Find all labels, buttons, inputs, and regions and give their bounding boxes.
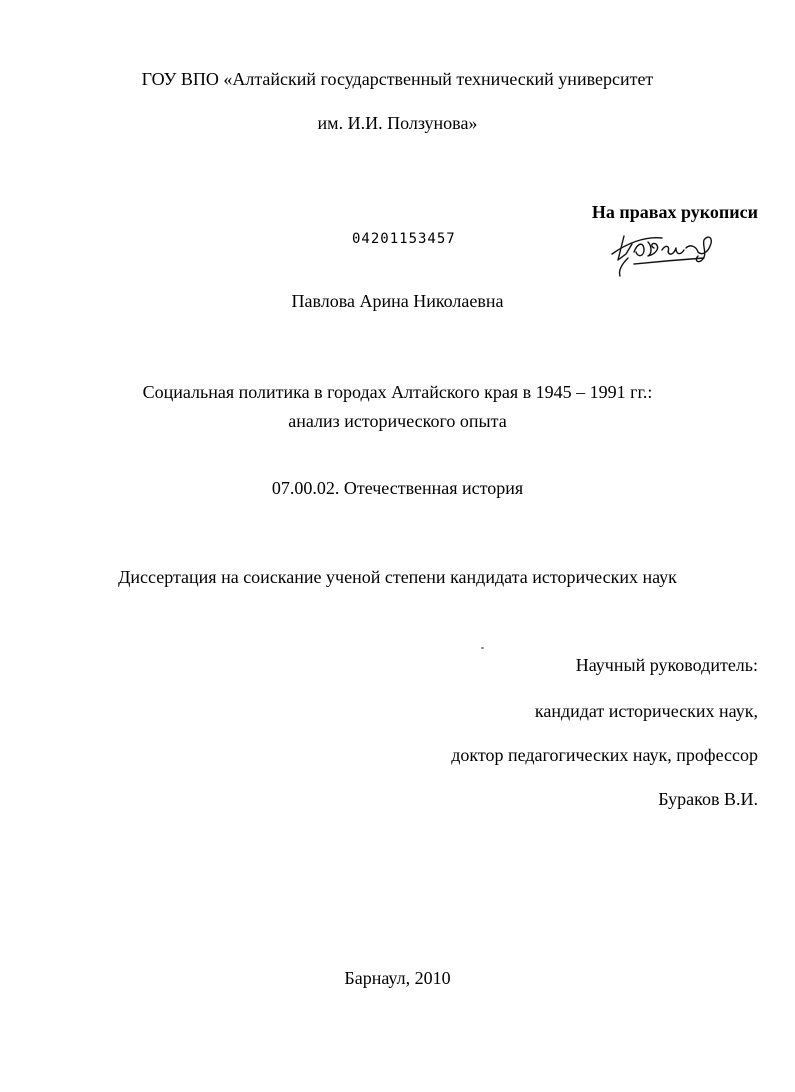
supervisor-name: Бураков В.И. — [658, 789, 758, 809]
document-number: 04201153457 — [352, 231, 456, 247]
signature-image — [604, 224, 734, 280]
supervisor-label: Научный руководитель: — [575, 655, 758, 675]
institution-line-2: им. И.И. Ползунова» — [317, 113, 478, 133]
degree-statement: Диссертация на соискание ученой степени кандидата исторических наук — [118, 567, 677, 587]
city-year: Барнаул, 2010 — [344, 968, 451, 988]
specialty-code: 07.00.02. Отечественная история — [271, 478, 524, 498]
supervisor-degree-1: кандидат исторических наук, — [534, 701, 758, 721]
supervisor-degree-2: доктор педагогических наук, профессор — [451, 745, 758, 765]
scan-speck — [481, 647, 484, 649]
dissertation-title-line-2: анализ исторического опыта — [288, 411, 507, 431]
dissertation-title-line-1: Социальная политика в городах Алтайского края в 1945 – 1991 гг.: — [142, 382, 653, 402]
author-name: Павлова Арина Николаевна — [291, 291, 504, 311]
manuscript-note: На правах рукописи — [591, 202, 758, 222]
institution-line-1: ГОУ ВПО «Алтайский государственный технический университет — [141, 69, 654, 89]
